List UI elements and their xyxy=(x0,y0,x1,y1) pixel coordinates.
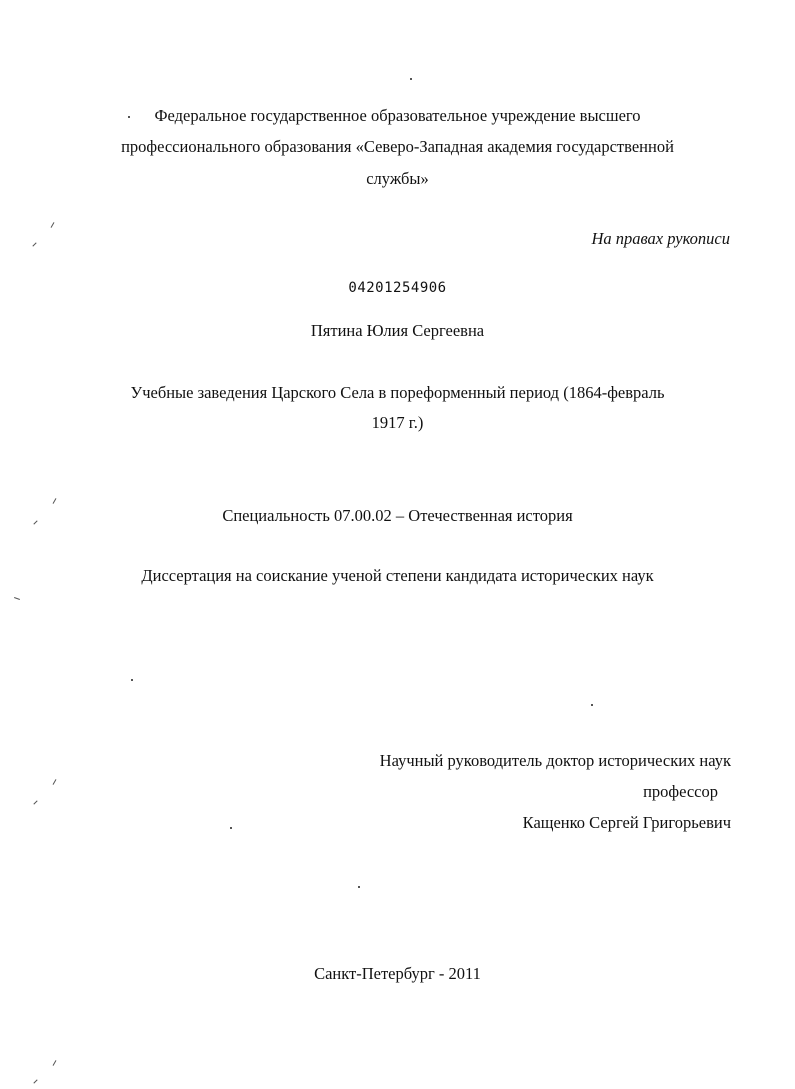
registration-number: 04201254906 xyxy=(348,280,447,296)
institution-line-3: службы» xyxy=(366,169,429,188)
supervisor-position: профессор xyxy=(643,782,718,801)
scan-speck xyxy=(33,1079,37,1083)
scan-speck xyxy=(53,779,57,785)
supervisor-name: Кащенко Сергей Григорьевич xyxy=(522,813,731,832)
scan-speck xyxy=(230,827,232,829)
supervisor-label: Научный руководитель доктор исторических наук xyxy=(379,751,731,770)
scan-speck xyxy=(128,116,130,118)
scan-speck xyxy=(53,1060,57,1066)
institution-line-1: Федеральное государственное образовательное учреждение высшего xyxy=(154,106,641,125)
dissertation-type: Диссертация на соискание ученой степени кандидата исторических наук xyxy=(141,566,654,585)
specialty: Специальность 07.00.02 – Отечественная история xyxy=(222,506,573,525)
scan-speck xyxy=(51,222,55,228)
scan-speck xyxy=(32,242,36,246)
manuscript-note: На правах рукописи xyxy=(591,229,730,248)
scan-speck xyxy=(53,498,57,504)
dissertation-title-line-1: Учебные заведения Царского Села в пореформенный период (1864-февраль xyxy=(130,383,665,402)
scan-speck xyxy=(410,78,412,80)
author-name: Пятина Юлия Сергеевна xyxy=(310,321,485,340)
scan-speck xyxy=(358,886,360,888)
scan-speck xyxy=(131,679,133,681)
dissertation-title-line-2: 1917 г.) xyxy=(371,413,424,432)
scan-speck xyxy=(591,704,593,706)
scan-speck xyxy=(14,597,20,600)
institution-line-2: профессионального образования «Северо-Западная академия государственной xyxy=(121,137,674,156)
place-and-year: Санкт-Петербург - 2011 xyxy=(314,964,481,983)
scan-speck xyxy=(33,800,37,804)
